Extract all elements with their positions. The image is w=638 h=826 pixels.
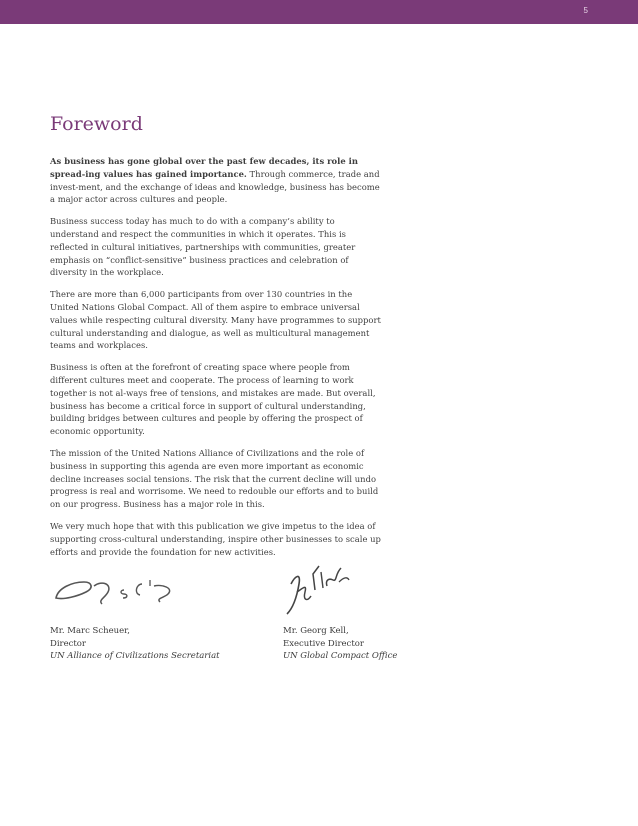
header-bar xyxy=(0,0,638,24)
paragraph-5: The mission of the United Nations Alliance of Civilizations and the role of business in supporting this agenda are even more important as economic decline increases social tensions. The risk that the current decline will undo progress is real and worrisome. We need to redouble our efforts and to build on our progress. Business has a major role in this. xyxy=(50,447,379,510)
signature-kell xyxy=(283,562,363,618)
signatory-organization: UN Global Compact Office xyxy=(283,651,398,661)
paragraph-4: Business is often at the forefront of creating space where people from different cultures meet and cooperate. The process of learning to work together is not al-ways free of tensions, and mistakes are made. But overall, business has become a critical force in support of cultural understanding, building bridges between cultures and people by offering the prospect of economic opportunity. xyxy=(50,362,376,437)
signatory-role: Director xyxy=(50,638,86,649)
signature-scheuer xyxy=(50,568,180,608)
signatory-name: Mr. Marc Scheuer, xyxy=(50,626,130,636)
signatory-role: Executive Director xyxy=(283,638,364,649)
page-number: 5 xyxy=(583,6,588,15)
page-title: Foreword xyxy=(50,113,143,135)
signatory-kell xyxy=(283,625,483,663)
paragraph-text: Through commerce, trade and invest-ment, and the exchange of ideas and knowledge, business has become a major actor across cultures and people. xyxy=(50,168,380,205)
foreword-body xyxy=(50,155,382,567)
signatory-scheuer xyxy=(50,625,250,663)
paragraph-2: Business success today has much to do with a company’s ability to understand and respect the communities in which it operates. This is reflected in cultural initiatives, partnerships with communities, greater emphasis on “conflict-sensitive” business practices and celebration of diversity in the workplace. xyxy=(50,216,356,278)
paragraph-6: We very much hope that with this publication we give impetus to the idea of supporting cross-cultural understanding, inspire other businesses to scale up efforts and provide the foundation for new activities. xyxy=(50,520,381,557)
lead-sentence: As business has gone global over the past few decades, its role in spread-ing values has gained importance. xyxy=(50,156,358,179)
paragraph-1 xyxy=(50,155,382,206)
signatory-name: Mr. Georg Kell, xyxy=(283,626,349,636)
signatory-organization: UN Alliance of Civilizations Secretariat xyxy=(50,651,220,661)
paragraph-3: There are more than 6,000 participants from over 130 countries in the United Nations Global Compact. All of them aspire to embrace universal values while respecting cultural diversity. Many have programmes to support cultural understanding and dialogue, as well as multicultural management teams and workplaces. xyxy=(50,289,381,351)
